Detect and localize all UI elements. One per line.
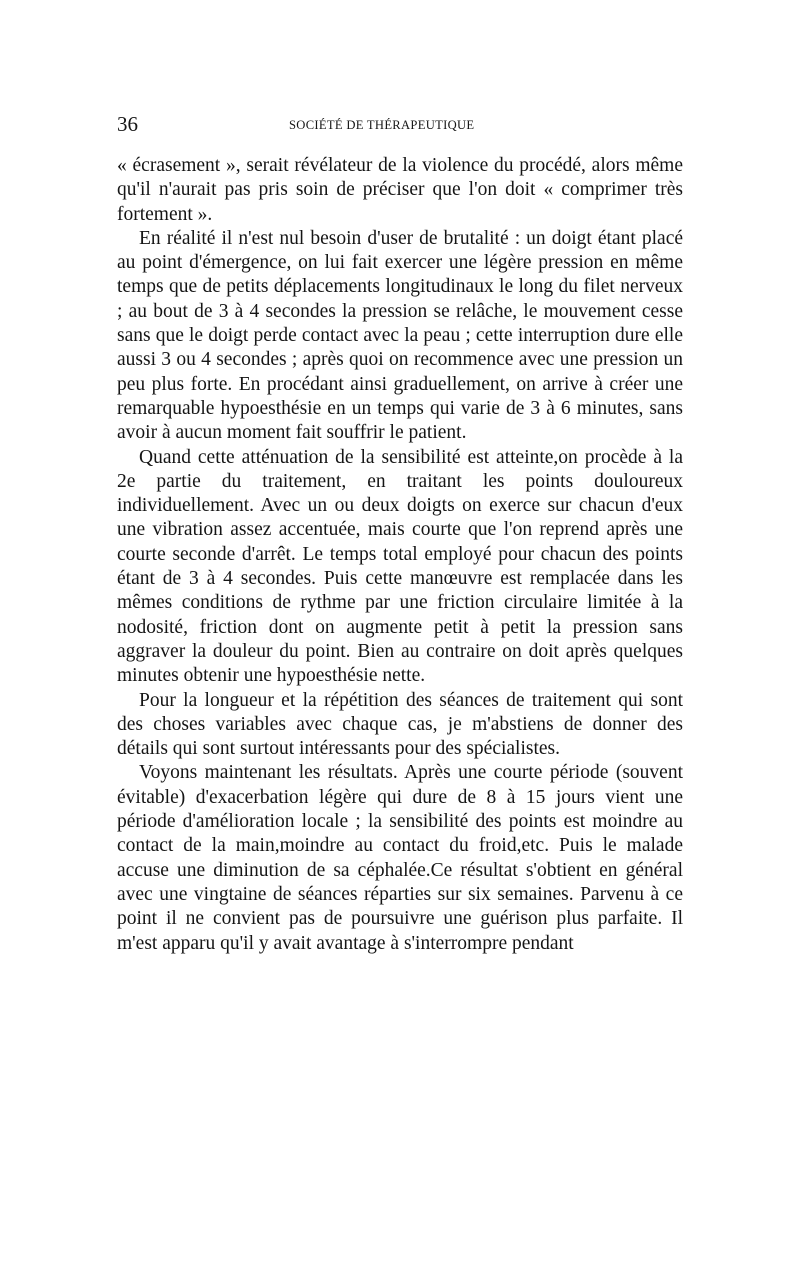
book-page [117, 112, 683, 956]
page-number: 36 [117, 112, 138, 136]
paragraph: En réalité il n'est nul besoin d'user de brutalité : un doigt étant placé au point d'émergence, on lui fait exercer une légère pression en même temps que de petits déplacements longitudinaux le long du filet nerveux ; au bout de 3 à 4 secondes la pression se relâche, le mouvement cesse sans que le doigt perde contact avec la peau ; cette interruption dure elle aussi 3 ou 4 secondes ; après quoi on recommence avec une pression un peu plus forte. En procédant ainsi graduellement, on arrive à créer une remarquable hypoesthésie en un temps qui varie de 3 à 6 minutes, sans avoir à aucun moment fait souffrir le patient. [117, 227, 683, 444]
paragraph: « écrasement », serait révélateur de la violence du procédé, alors même qu'il n'aurait pas pris soin de préciser que l'on doit « comprimer très fortement ». [117, 155, 683, 225]
paragraph: Voyons maintenant les résultats. Après une courte période (souvent évitable) d'exacerbation légère qui dure de 8 à 15 jours vient une période d'amélioration locale ; la sensibilité des points est moindre au contact de la main,moindre au contact du froid,etc. Puis le malade accuse une diminution de sa céphalée.Ce résultat s'obtient en général avec une vingtaine de séances réparties sur six semaines. Parvenu à ce point il ne convient pas de poursuivre une guérison plus parfaite. Il m'est apparu qu'il y avait avantage à s'interrompre pendant [117, 762, 683, 954]
page-header [117, 112, 683, 140]
paragraph: Pour la longueur et la répétition des séances de traitement qui sont des choses variables avec chaque cas, je m'abstiens de donner des détails qui sont surtout intéressants pour des spécialistes. [117, 689, 683, 760]
paragraph: Quand cette atténuation de la sensibilité est atteinte,on procède à la 2e partie du traitement, en traitant les points douloureux individuellement. Avec un ou deux doigts on exerce sur chacun d'eux une vibration assez accentuée, mais courte que l'on reprend après une courte seconde d'arrêt. Le temps total employé pour chacun des points étant de 3 à 4 secondes. Puis cette manœuvre est remplacée dans les mêmes conditions de rythme par une friction circulaire limitée à la nodosité, friction dont on augmente petit à petit la pression sans aggraver la douleur du point. Bien au contraire on doit après quelques minutes obtenir une hypoesthésie nette. [117, 446, 683, 687]
running-title: SOCIÉTÉ DE THÉRAPEUTIQUE [289, 118, 475, 132]
body-text [117, 154, 683, 956]
